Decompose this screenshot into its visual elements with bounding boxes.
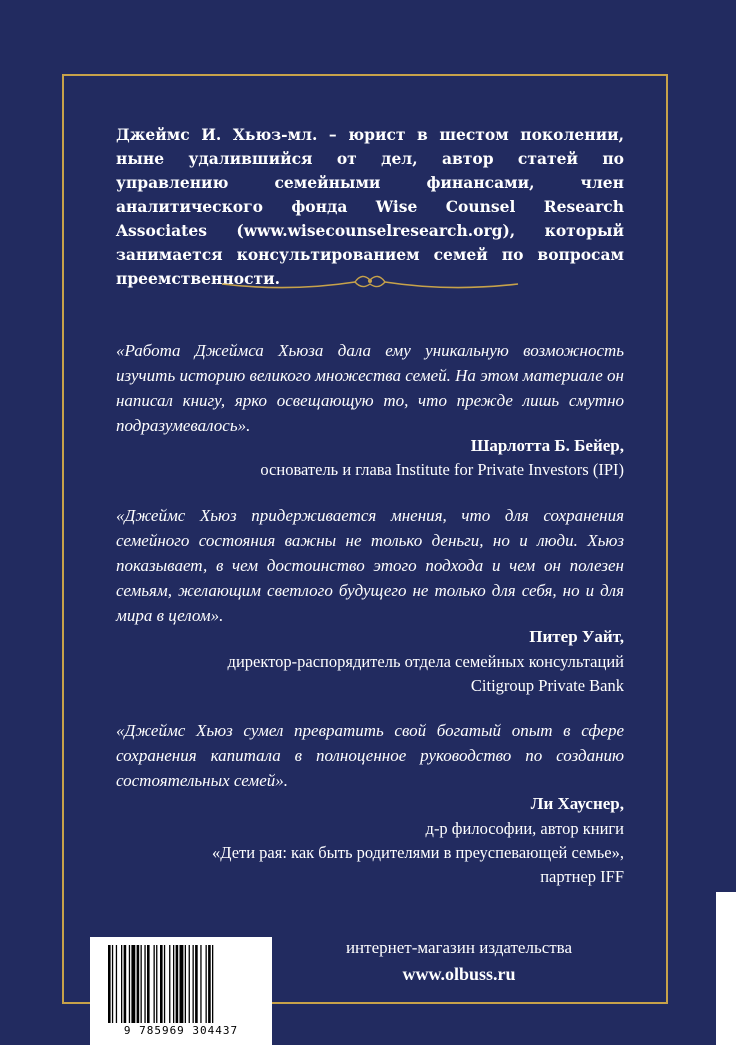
barcode-bar [173, 945, 174, 1023]
barcode-bar [169, 945, 170, 1023]
barcode-bar [144, 945, 145, 1023]
isbn-barcode [90, 937, 272, 1045]
author-role: директор-распорядитель отдела семейных консультаций Citigroup Private Bank [227, 652, 624, 695]
barcode-bar [180, 945, 184, 1023]
barcode-bar [164, 945, 165, 1023]
barcode-bar [176, 945, 179, 1023]
barcode-bar [185, 945, 186, 1023]
barcode-bar [124, 945, 127, 1023]
barcode-bar [141, 945, 142, 1023]
barcode-bars [106, 945, 256, 1023]
barcode-bar [147, 945, 150, 1023]
barcode-bar [154, 945, 155, 1023]
quote-author: Ли Хауснер, [530, 794, 624, 813]
shop-url: www.olbuss.ru [402, 964, 516, 984]
barcode-bar [195, 945, 198, 1023]
author-role: д-р философии, автор книги «Дети рая: как быть родителями в преуспевающей семье», партнер IFF [211, 819, 624, 886]
barcode-bar [121, 945, 122, 1023]
quote-text: «Работа Джеймса Хьюза дала ему уникальную возможность изучить историю великого множества семей. На этом материале он написал книгу, ярко освещающую то, что прежде лишь смутно подразумевалось». [116, 341, 624, 435]
shop-label: интернет-магазин издательства [345, 938, 573, 957]
barcode-bar [206, 945, 207, 1023]
barcode-bar [189, 945, 190, 1023]
barcode-bar [137, 945, 140, 1023]
barcode-bar [108, 945, 111, 1023]
barcode-bar [160, 945, 163, 1023]
author-role: основатель и глава Institute for Private Investors (IPI) [260, 460, 624, 479]
author-bio: Джеймс И. Хьюз-мл. – юрист в шестом поколении, ныне удалившийся от дел, автор статей по управлению семейными финансами, член аналитического фонда Wise Counsel Research Associates (www.wisecounselresearch.org), который занимается консультированием семей по вопросам преемственности. [116, 125, 624, 288]
shop-info [290, 935, 628, 987]
barcode-bar [212, 945, 213, 1023]
quote-text: «Джеймс Хьюз сумел превратить свой богатый опыт в сфере сохранения капитала в полноценное руководство по созданию состоятельных семей». [116, 721, 624, 790]
quote-text: «Джеймс Хьюз придерживается мнения, что для сохранения семейного состояния важны не только деньги, но и люди. Хьюз показывает, в чем достоинство этого подхода и чем он полезен семьям, желающим светлого будущего не только для себя, но и для мира в целом». [116, 506, 624, 625]
ornament-divider [220, 270, 520, 294]
barcode-bar [116, 945, 117, 1023]
edge-strip [716, 892, 736, 1045]
barcode-bar [129, 945, 130, 1023]
quote-author: Шарлотта Б. Бейер, [470, 436, 624, 455]
barcode-bar [193, 945, 194, 1023]
barcode-bar [208, 945, 211, 1023]
barcode-bar [200, 945, 201, 1023]
barcode-bar [131, 945, 135, 1023]
barcode-bar [156, 945, 157, 1023]
quote-author: Питер Уайт, [529, 627, 624, 646]
barcode-digits: 9 785969 304437 [123, 1024, 239, 1037]
barcode-bar [112, 945, 113, 1023]
